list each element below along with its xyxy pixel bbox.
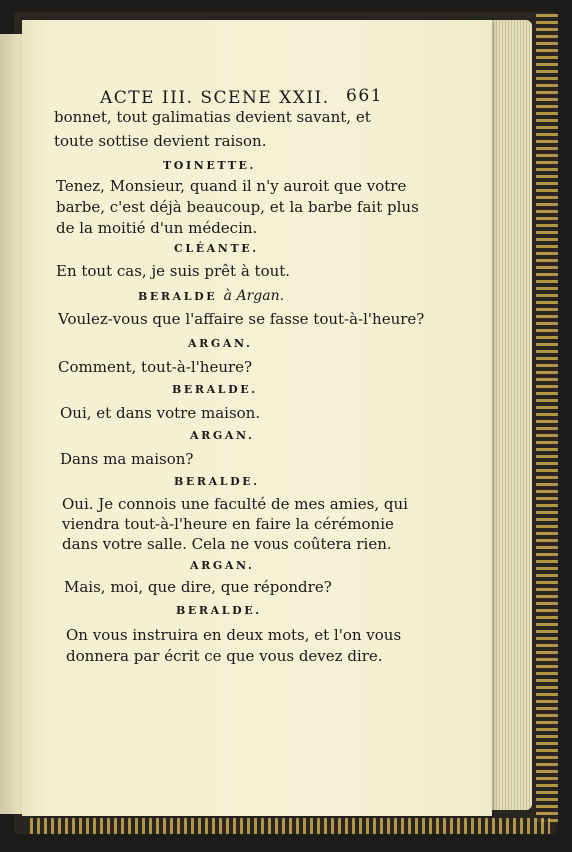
- speaker-name: ARGAN.: [190, 429, 255, 442]
- text-line: En tout cas, je suis prêt à tout.: [56, 262, 291, 280]
- speaker-name: BERALDE.: [174, 475, 260, 488]
- text-line: Comment, tout-à-l'heure?: [58, 358, 253, 376]
- page-number: 661: [346, 86, 383, 106]
- text-line: bonnet, tout galimatias devient savant, et: [54, 108, 371, 126]
- gilt-binding-edge: [536, 14, 558, 826]
- running-title: ACTE III. SCENE XXII.: [100, 88, 330, 108]
- text-line: Voulez-vous que l'affaire se fasse tout-à-l'heure?: [58, 310, 425, 328]
- speaker-name: ARGAN.: [190, 559, 255, 572]
- text-line: toute sottise devient raison.: [54, 132, 267, 150]
- speaker-name: ARGAN.: [188, 337, 253, 350]
- text-line: donnera par écrit ce que vous devez dire.: [66, 647, 383, 665]
- speaker-name: BERALDE.: [176, 604, 262, 617]
- gilt-bottom-edge: [30, 818, 550, 834]
- text-line: viendra tout-à-l'heure en faire la cérémonie: [62, 515, 394, 533]
- text-line: Oui, et dans votre maison.: [60, 404, 261, 422]
- stage-direction: à Argan.: [223, 288, 285, 304]
- text-line: de la moitié d'un médecin.: [56, 219, 258, 237]
- text-line: Mais, moi, que dire, que répondre?: [64, 578, 332, 596]
- speaker-name: BERALDE.: [172, 383, 258, 396]
- text-line: dans votre salle. Cela ne vous coûtera rien.: [62, 535, 392, 553]
- text-line: Dans ma maison?: [60, 450, 194, 468]
- text-line: Oui. Je connois une faculté de mes amies, qui: [62, 495, 408, 513]
- text-line: Tenez, Monsieur, quand il n'y auroit que votre: [56, 177, 407, 195]
- speaker-with-direction: [138, 288, 284, 304]
- speaker-name: TOINETTE.: [163, 159, 256, 172]
- speaker-name: BERALDE: [138, 290, 218, 303]
- text-line: barbe, c'est déjà beaucoup, et la barbe fait plus: [56, 198, 419, 216]
- speaker-name: CLÉANTE.: [174, 242, 259, 255]
- text-line: On vous instruira en deux mots, et l'on vous: [66, 626, 402, 644]
